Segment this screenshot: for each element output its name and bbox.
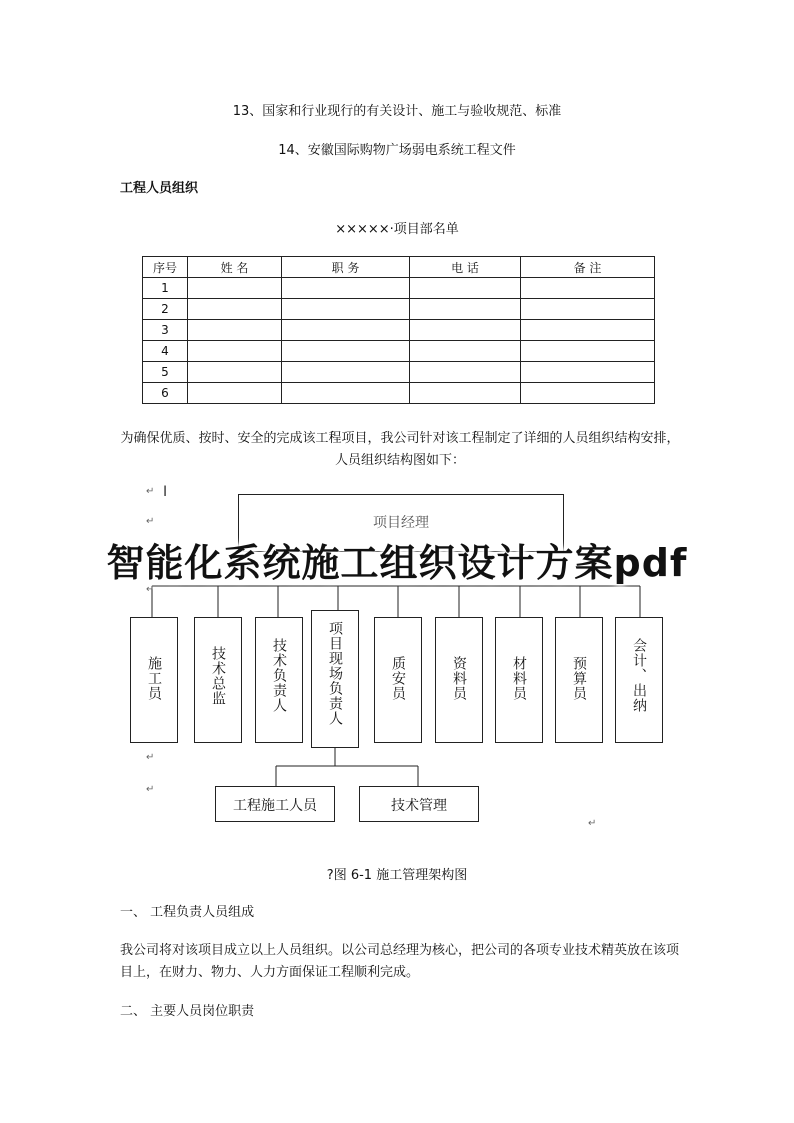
paragraph-mark-icon: ↵ (146, 486, 155, 497)
col-header: 备 注 (521, 257, 655, 278)
roster-table (142, 256, 655, 404)
paragraph-mark-icon: ↵ (146, 584, 155, 595)
standards-line: 13、国家和行业现行的有关设计、施工与验收规范、标准 (232, 104, 562, 119)
role-box (495, 617, 543, 743)
tech-management-box (359, 786, 479, 822)
table-row (143, 278, 655, 299)
role-box (255, 617, 303, 743)
section-one-heading: 一、 工程负责人员组成 (120, 905, 255, 920)
row-number: 3 (143, 320, 188, 341)
construction-staff-box (215, 786, 335, 822)
col-header: 电 话 (410, 257, 521, 278)
role-label: 资料员 (451, 656, 467, 701)
paragraph-mark-icon: ↵ (588, 818, 597, 829)
role-box (194, 617, 242, 743)
col-header: 序号 (143, 257, 188, 278)
role-label: 材料员 (511, 656, 527, 701)
row-number: 6 (143, 383, 188, 404)
role-box (374, 617, 422, 743)
role-box (435, 617, 483, 743)
role-label: 质安员 (390, 656, 406, 701)
construction-staff-label: 工程施工人员 (233, 798, 317, 814)
figure-caption: ?图 6-1 施工管理架构图 (326, 868, 468, 883)
role-box-site-lead (311, 610, 359, 748)
role-label: 预算员 (571, 656, 587, 701)
role-box (130, 617, 178, 743)
table-row (143, 383, 655, 404)
table-title: ×××××·项目部名单 (335, 222, 459, 237)
table-header-row (143, 257, 655, 278)
row-number: 4 (143, 341, 188, 362)
role-box (615, 617, 663, 743)
row-number: 1 (143, 278, 188, 299)
project-file-line: 14、安徽国际购物广场弱电系统工程文件 (278, 143, 516, 158)
row-number: 5 (143, 362, 188, 383)
paragraph-mark-icon: ↵ (146, 752, 155, 763)
text-cursor-icon: I (163, 484, 168, 500)
role-label: 会计、出纳 (631, 638, 647, 713)
table-row (143, 320, 655, 341)
paragraph-mark-icon: ↵ (146, 784, 155, 795)
section-two-heading: 二、 主要人员岗位职责 (120, 1004, 255, 1019)
row-number: 2 (143, 299, 188, 320)
paragraph-mark-icon: ↵ (146, 516, 155, 527)
role-label: 技术负责人 (271, 638, 287, 713)
tech-management-label: 技术管理 (391, 798, 447, 814)
project-manager-label: 项目经理 (373, 515, 429, 531)
col-header: 职 务 (282, 257, 410, 278)
intro-paragraph: 为确保优质、按时、安全的完成该工程项目，我公司针对该工程制定了详细的人员组织结构安排，人员组织结构图如下： (120, 431, 680, 468)
role-label: 施工员 (146, 656, 162, 701)
role-label: 项目现场负责人 (327, 621, 343, 726)
table-row (143, 299, 655, 320)
overlay-title: 智能化系统施工组织设计方案pdf (106, 541, 688, 585)
role-label: 技术总监 (210, 646, 226, 706)
table-row (143, 341, 655, 362)
section-one-paragraph: 我公司将对该项目成立以上人员组织。以公司总经理为核心，把公司的各项专业技术精英放在该项目上，在财力、物力、人力方面保证工程顺利完成。 (120, 943, 680, 980)
role-box (555, 617, 603, 743)
section-heading: 工程人员组织 (120, 181, 199, 196)
table-row (143, 362, 655, 383)
col-header: 姓 名 (188, 257, 282, 278)
